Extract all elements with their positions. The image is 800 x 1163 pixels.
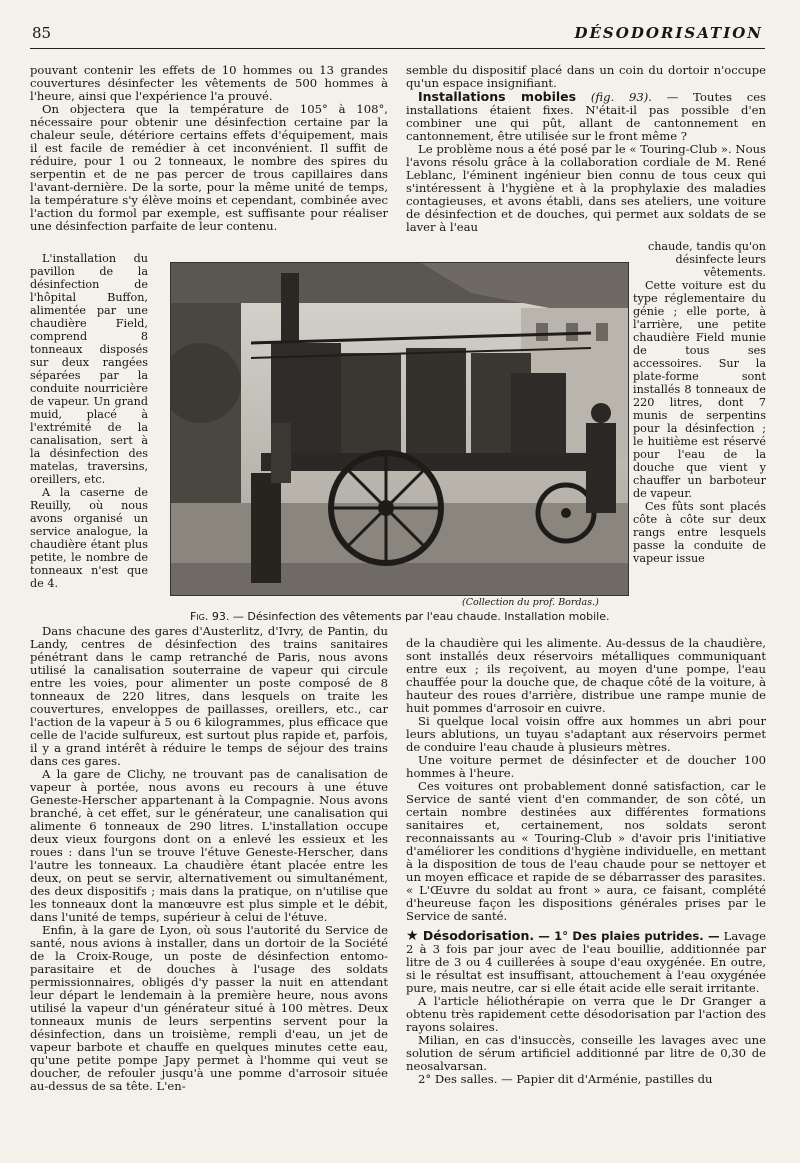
figure-caption bbox=[190, 610, 630, 623]
paragraph: Ces fûts sont placés côte à côte sur deux rangs entre lesquels passe la conduite de vapeur issue bbox=[633, 500, 766, 565]
paragraph: Milian, en cas d'insuccès, conseille les lavages avec une solution de sérum artificiel additionné par litre de 0,30 de neosalvarsan. bbox=[406, 1033, 766, 1073]
paragraph: pouvant contenir les effets de 10 hommes ou 13 grandes couvertures désinfecter les vêtements de 500 hommes à l'heure, ainsi que l'expérience l'a prouvé. bbox=[30, 64, 388, 103]
left-column-top bbox=[30, 64, 388, 260]
star-icon: ★ bbox=[406, 928, 419, 944]
subsection-heading: — 1° Des plaies putrides. — bbox=[538, 929, 720, 943]
right-column-bottom bbox=[406, 637, 766, 1132]
paragraph: A l'article héliothérapie on verra que le Dr Granger a obtenu très rapidement cette désodorisation par l'action des rayons solaires. bbox=[406, 994, 766, 1034]
paragraph: Ces voitures ont probablement donné satisfaction, car le Service de santé vient d'en commander, de son côté, un certain nombre destinées aux différentes formations sanitaires et, certainement, nos soldats seront reconnaissants au « Touring-Club » d'avoir pris l'initiative d'améliorer les conditions d'hygiène individuelle, en mettant à la disposition de tous de l'eau chaude pour se nettoyer et un moyen efficace et rapide de se débarrasser des parasites. « L'Œuvre du soldat au front » aura, ce faisant, complété d'heureuse façon les dispositions générales prises par le Service de santé. bbox=[406, 779, 766, 923]
figure-photograph bbox=[170, 262, 629, 596]
figure-caption-text: — Désinfection des vêtements par l'eau chaude. Installation mobile. bbox=[232, 610, 610, 623]
paragraph: Cette voiture est du type réglementaire du génie ; elle porte, à l'arrière, une petite chaudière Field munie de tous ses accessoires. Sur la plate-forme sont installés 8 tonneaux de 220 litres, dont 7 munis de serpentins pour la désinfection ; le huitième est réservé pour l'eau de la douche que vient y chauffer un barboteur de vapeur. bbox=[633, 279, 766, 500]
page-header bbox=[30, 18, 765, 49]
paragraph: L'installation du pavillon de la désinfection de l'hôpital Buffon, alimentée par une chaudière Field, comprend 8 tonneaux disposés sur deux rangées séparées par la conduite nourricière de vapeur. Un grand muid, placé à l'extrémité de la canalisation, sert à la désinfection des matelas, traversins, oreillers, etc. bbox=[30, 252, 148, 486]
paragraph: Enfin, à la gare de Lyon, où sous l'autorité du Service de santé, nous avions à installer, dans un dortoir de la Société de la Croix-Rouge, un poste de désinfection entomo-parasitaire et de douches à l'usage des soldats permissionnaires, obligés d'y passer la nuit en attendant leur départ le lendemain à la première heure, nous avons utilisé la vapeur d'un générateur situé à 100 mètres. Deux tonneaux munis de leurs serpentins servent pour la désinfection, dans un troisième, rempli d'eau, un jet de vapeur barbote et chauffe en quelques minutes cette eau, qu'une petite pompe Japy permet à l'homme qui veut se doucher, de refouler jusqu'à une pomme d'arrosoir située au-dessus de sa tête. L'en- bbox=[30, 923, 388, 1093]
paragraph: Si quelque local voisin offre aux hommes un abri pour leurs ablutions, un tuyau s'adaptant aux réservoirs permet de conduire l'eau chaude à plusieurs mètres. bbox=[406, 714, 766, 754]
paragraph: Dans chacune des gares d'Austerlitz, d'Ivry, de Pantin, du Landy, centres de désinfection des trains sanitaires pénétrant dans le camp retranché de Paris, nous avons utilisé la canalisation souterraine de vapeur qui circule entre les voies, pour alimenter un poste composé de 8 tonneaux de 220 litres, dans lesquels on traite les couvertures, enveloppes de paillasses, oreillers, etc., car l'action de la vapeur à 5 ou 6 kilogrammes, plus efficace que celle de l'acide sulfureux, est surtout plus rapide et, parfois, il y a grand intérêt à réduire le temps de séjour des trains dans ces gares. bbox=[30, 625, 388, 768]
paragraph: A la gare de Clichy, ne trouvant pas de canalisation de vapeur à portée, nous avons eu recours à une étuve Geneste-Herscher appartenant à la Compagnie. Nous avons branché, à cet effet, sur le générateur, une canalisation qui alimente 6 tonneaux de 290 litres. L'installation occupe deux vieux fourgons dont on a enlevé les essieux et les roues : dans l'un se trouve l'étuve Geneste-Herscher, dans l'autre les tonneaux. La chaudière étant placée entre les deux, on peut se servir, alternativement ou simultanément, des deux dispositifs ; mais dans la pratique, on n'utilise que les tonneaux dont la manœuvre est plus simple et le débit, dans l'unité de temps, supérieur à celui de l'étuve. bbox=[30, 767, 388, 924]
figure-credit: (Collection du prof. Bordas.) bbox=[462, 597, 599, 608]
paragraph: de la chaudière qui les alimente. Au-dessus de la chaudière, sont installés deux réservoirs métalliques communiquant entre eux ; ils reçoivent, au moyen d'une pompe, l'eau chauffée pour la douche que, de chaque côté de la voiture, à hauteur des roues d'arrière, distribue une rampe munie de huit pommes d'arrosoir en cuivre. bbox=[406, 637, 766, 715]
right-column-narrow bbox=[633, 240, 766, 645]
paragraph: semble du dispositif placé dans un coin du dortoir n'occupe qu'un espace insignifiant. bbox=[406, 64, 766, 90]
section-desodorisation bbox=[406, 929, 766, 995]
paragraph: Une voiture permet de désinfecter et de doucher 100 hommes à l'heure. bbox=[406, 753, 766, 780]
paragraph: On objectera que la température de 105° à 108°, nécessaire pour obtenir une désinfection certaine par la chaleur seule, détériore certains effets d'équipement, mais il est facile de remédier à cet inconvénient. Il suffit de réduire, pour 1 ou 2 tonneaux, le nombre des spires du serpentin et de ne pas percer de trous capillaires dans l'avant-dernière. De la sorte, pour la même unité de temps, la température s'y élève moins et cependant, combinée avec l'action du formol par exemple, est suffisante pour réaliser une désinfection parfaite de leur contenu. bbox=[30, 102, 388, 233]
paragraph: A la caserne de Reuilly, où nous avons organisé un service analogue, la chaudière étant plus petite, le nombre de tonneaux n'est que de 4. bbox=[30, 486, 148, 590]
paragraph: Le problème nous a été posé par le « Touring-Club ». Nous l'avons résolu grâce à la collaboration cordiale de M. René Leblanc, l'éminent ingénieur bien connu de tous ceux qui s'intéressent à l'hygiène et à la prophylaxie des maladies contagieuses, et avons établi, dans ses ateliers, une voiture de désinfection et de douches, qui permet aux soldats de se laver à l'eau bbox=[406, 142, 766, 234]
running-title: DÉSODORISATION bbox=[574, 24, 763, 42]
paragraph: chaude, tandis qu'on désinfecte leurs vêtements. bbox=[647, 240, 766, 279]
page-number: 85 bbox=[32, 24, 52, 42]
paragraph-text: — Toutes ces installations étaient fixes. N'était-il pas possible d'en combiner une qui pût, allant de cantonnement en cantonnement, être utilisée sur le front même ? bbox=[406, 90, 766, 143]
left-column-bottom bbox=[30, 625, 388, 1130]
figure-ref: (fig. 93). bbox=[590, 90, 652, 104]
left-column-narrow bbox=[30, 252, 148, 626]
paragraph-installations-mobiles bbox=[406, 90, 766, 143]
steam-cart-photo bbox=[171, 263, 628, 595]
paragraph: 2° Des salles. — Papier dit d'Arménie, pastilles du bbox=[418, 1072, 713, 1086]
figure-label: Fig. 93. bbox=[190, 610, 230, 623]
paragraph-text: Lavage 2 à 3 fois par jour avec de l'eau bouillie, additionnée par litre de 3 ou 4 cuillerées à soupe d'eau oxygénée. En outre, si le résultat est insuffisant, attouchement à l'eau oxygénée pure, mais neutre, car si elle était acide elle serait irritante. bbox=[406, 929, 766, 995]
section-heading: Installations mobiles bbox=[418, 89, 577, 104]
section-heading: Désodorisation. bbox=[422, 928, 535, 943]
right-column-top bbox=[406, 64, 766, 260]
